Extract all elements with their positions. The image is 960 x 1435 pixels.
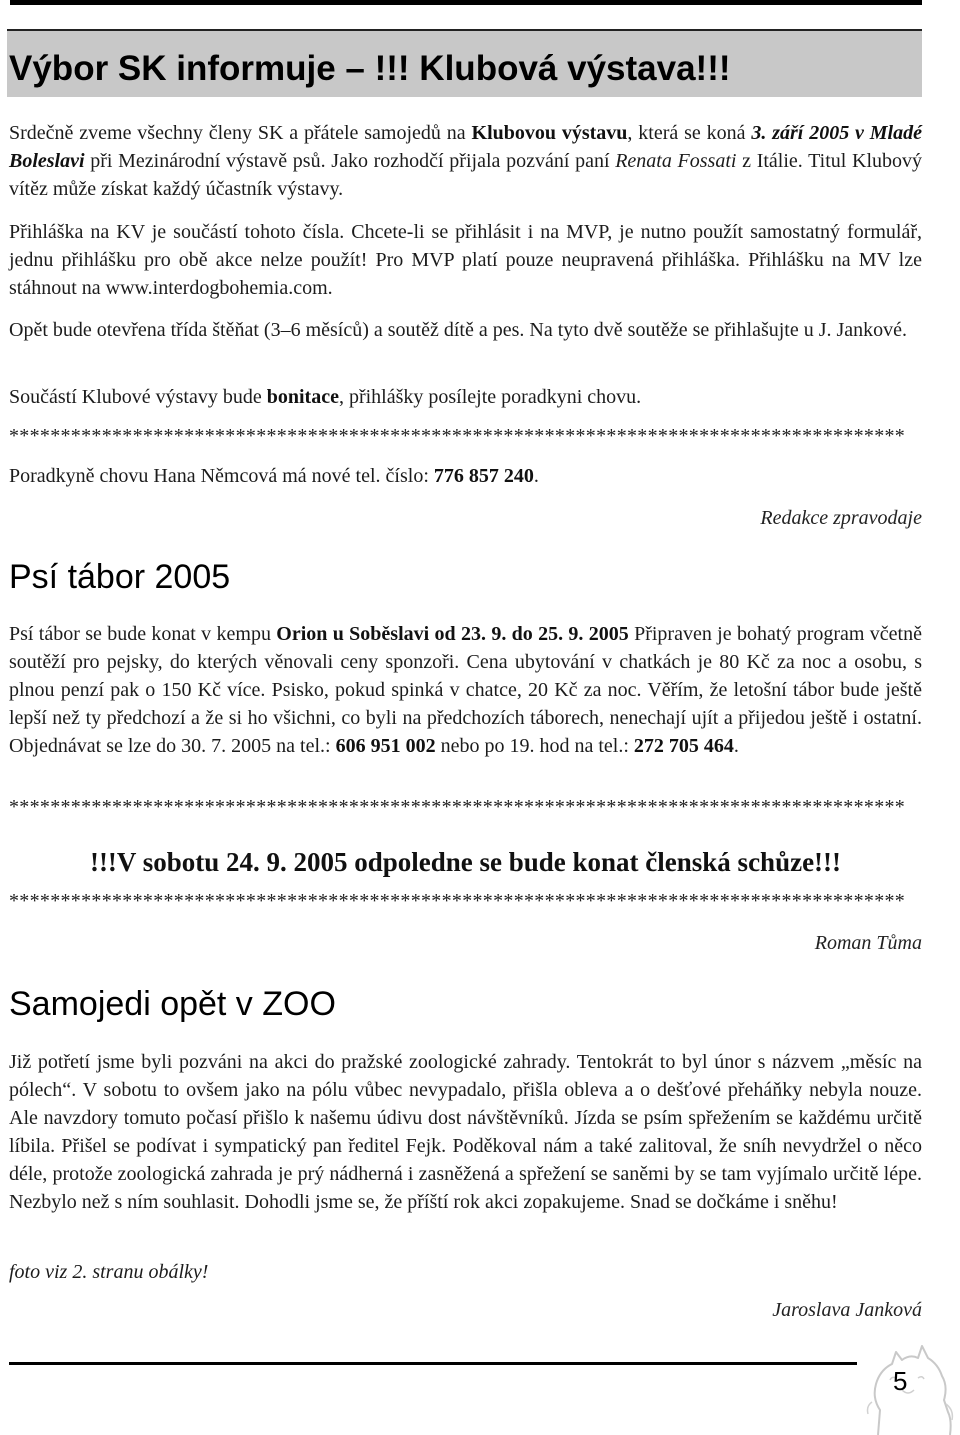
header-band [7,29,922,97]
meeting-announcement: !!!V sobotu 24. 9. 2005 odpoledne se bude konat členská schůze!!! [89,847,842,877]
top-rule [10,0,922,5]
separator-stars: *************************************************************************************** [9,890,906,912]
separator-stars: *************************************************************************************** [9,796,906,818]
phone-note: Poradkyně chovu Hana Němcová má nové tel. číslo: 776 857 240. [9,465,539,487]
signature-roman-tuma: Roman Tůma [814,932,922,954]
page-number: 5 [893,1366,908,1396]
club-show-paragraph-4: Součástí Klubové výstavy bude bonitace, přihlášky posílejte poradkyni chovu. [9,386,642,408]
signature-editorial: Redakce zpravodaje [760,507,922,529]
signature-jaroslava-jankova: Jaroslava Janková [772,1299,922,1321]
bottom-rule [9,1362,857,1365]
zoo-title: Samojedi opět v ZOO [9,985,336,1023]
club-show-paragraph-1: Srdečně zveme všechny členy SK a přátele samojedů na Klubovou výstavu, která se koná 3. září 2005 v Mladé Boleslavi při Mezinárodní výstavě psů. Jako rozhodčí přijala pozvání paní Renata Fossati z Itálie. Titul Klubový vítěz může získat každý účastník výstavy. [9,122,922,200]
samoyed-dog-icon [858,1340,960,1435]
page-title: Výbor SK informuje – !!! Klubová výstava!!! [9,49,731,88]
club-show-paragraph-3: Opět bude otevřena třída štěňat (3–6 měsíců) a soutěž dítě a pes. Na tyto dvě soutěže se přihlašujte u J. Jankové. [9,319,908,341]
camp-body: Psí tábor se bude konat v kempu Orion u Soběslavi od 23. 9. do 25. 9. 2005 Připraven je bohatý program včetně soutěží pro pejsky, do kterých věnovali ceny sponzoři. Cena ubytování v chatkách je 80 Kč za noc a osobu, s plnou penzí pak o 150 Kč více. Psisko, pokud spinká v chatce, 20 Kč za noc. Věřím, že letošní tábor bude ještě lepší než ty předchozí a že si ho všichni, co byli na předchozích táborech, nenechají ujít a přijedou ještě i ostatní. Objednávat se lze do 30. 7. 2005 na tel.: 606 951 002 nebo po 19. hod na tel.: 272 705 464. [9,623,922,757]
club-show-paragraph-2: Přihláška na KV je součástí tohoto čísla. Chcete-li se přihlásit i na MVP, je nutno použít samostatný formulář, jednu přihlášku pro obě akce nelze použít! Pro MVP platí pouze neupravená přihláška. Přihlášku na MV lze stáhnout na www.interdogbohemia.com. [9,221,922,299]
zoo-body: Již potřetí jsme byli pozváni na akci do pražské zoologické zahrady. Tentokrát to byl únor s názvem „měsíc na pólech“. V sobotu to ovšem jako na pólu vůbec nevypadalo, přišla obleva a o dešťové přeháňky nebyla nouze. Ale navzdory tomuto počasí přišlo k našemu údivu dost návštěvníků. Jízda se psím spřežením se každému určitě líbila. Přišel se podívat i sympatický pan ředitel Fejk. Poděkoval nám a také zalitoval, že sníh nevydržel o něco déle, protože zoologická zahrada je prý nádherná i zasněžená a spřežení se saněmi by se tam vyjímalo určitě lépe. Nezbylo než s ním souhlasit. Dohodli jsme se, že příští rok akci zopakujeme. Snad se dočkáme i sněhu! [9,1051,922,1213]
photo-note: foto viz 2. stranu obálky! [9,1261,209,1283]
camp-title: Psí tábor 2005 [9,558,231,596]
separator-stars: *************************************************************************************** [9,425,906,447]
